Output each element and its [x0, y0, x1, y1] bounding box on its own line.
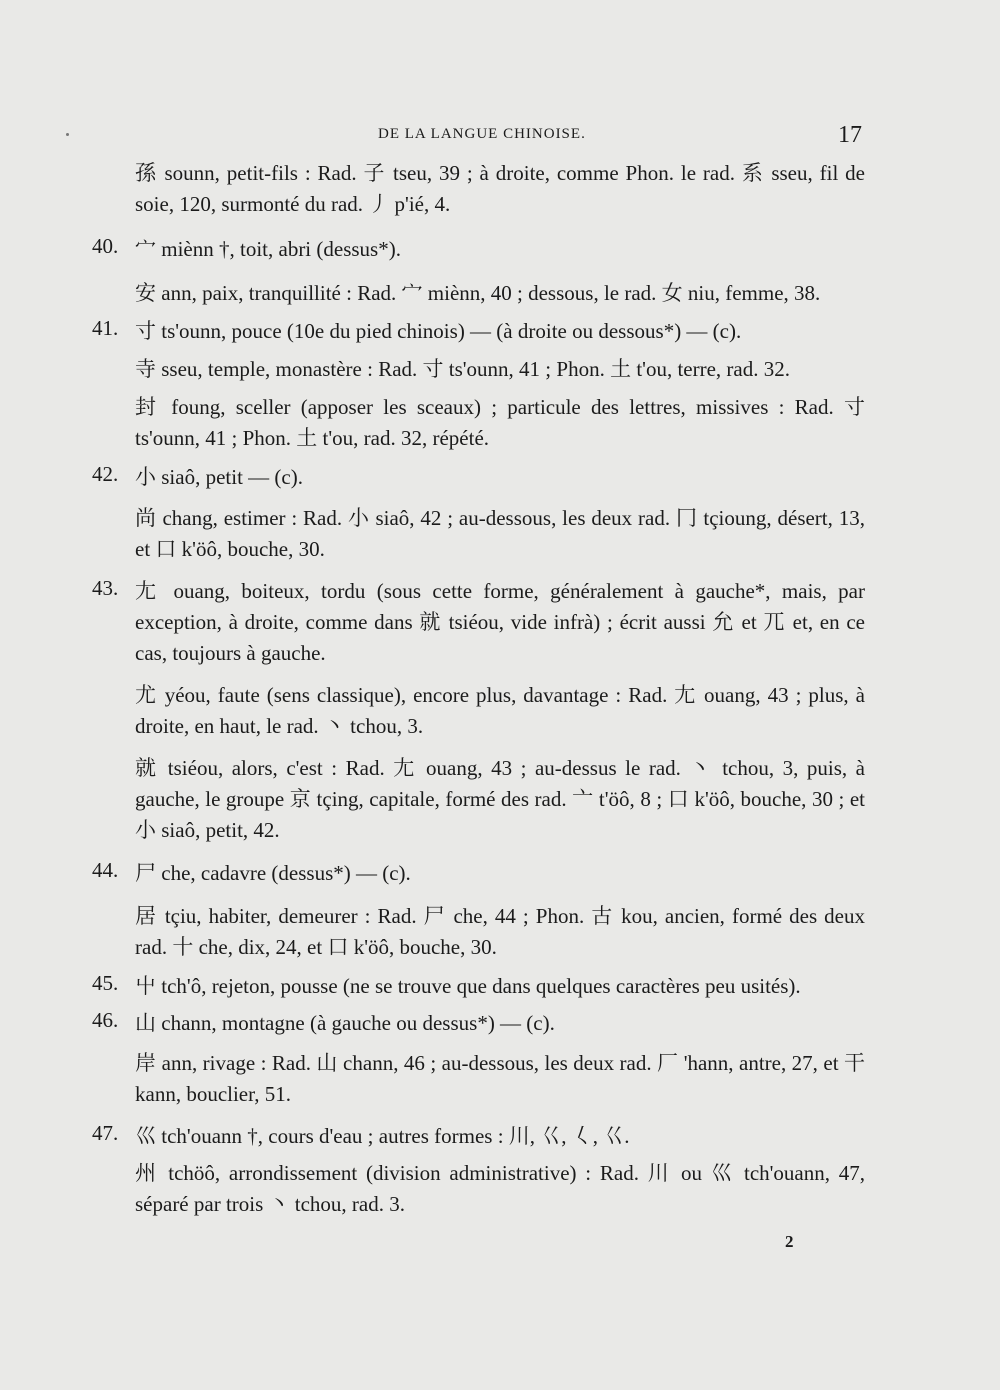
radical-number: 43. — [92, 576, 119, 600]
radical-number: 42. — [92, 462, 119, 486]
entry-text: 屮 tch'ô, rejeton, pousse (ne se trouve que dans quelques caractères peu usités). — [135, 974, 801, 998]
entry-text: 宀 miènn †, toit, abri (dessus*). — [135, 237, 401, 261]
running-header — [0, 122, 1000, 152]
entry-text: 安 ann, paix, tranquillité : Rad. 宀 miènn, 40 ; dessous, le rad. 女 niu, femme, 38. — [135, 281, 821, 305]
entry-text: 寺 sseu, temple, monastère : Rad. 寸 ts'ounn, 41 ; Phon. 土 t'ou, terre, rad. 32. — [135, 357, 790, 381]
entry-text: 居 tçiu, habiter, demeurer : Rad. 尸 che, 44 ; Phon. 古 kou, ancien, formé des deux rad. 十 che, dix, 24, et 口 k'öô, bouche, 30. — [135, 904, 865, 959]
entry-text: 尚 chang, estimer : Rad. 小 siaô, 42 ; au-dessous, les deux rad. 冂 tçioung, désert, 13, et 口 k'öô, bouche, 30. — [135, 506, 865, 561]
running-title: DE LA LANGUE CHINOISE. — [378, 126, 586, 142]
entry-text: 小 siaô, petit — (c). — [135, 465, 303, 489]
entry-text: 岸 ann, rivage : Rad. 山 chann, 46 ; au-dessous, les deux rad. 厂 'hann, antre, 27, et 干 kann, bouclier, 51. — [135, 1051, 865, 1106]
radical-number: 47. — [92, 1121, 119, 1145]
entry-text: 寸 ts'ounn, pouce (10e du pied chinois) — (à droite ou dessous*) — (c). — [135, 319, 742, 343]
entry-text: 孫 sounn, petit-fils : Rad. 子 tseu, 39 ; à droite, comme Phon. le rad. 系 sseu, fil de soie, 120, surmonté du rad. 丿 p'ié, 4. — [135, 161, 865, 216]
entry-text: 就 tsiéou, alors, c'est : Rad. 尢 ouang, 43 ; au-dessus le rad. 丶 tchou, 3, puis, à gauche, le groupe 京 tçing, capitale, formé des rad. 亠 t'öô, 8 ; 口 k'öô, bouche, 30 ; et 小 siaô, petit, 42. — [135, 756, 865, 842]
radical-number: 45. — [92, 971, 119, 995]
page-number: 17 — [838, 122, 862, 148]
radical-number: 44. — [92, 858, 119, 882]
entry-text: 尤 yéou, faute (sens classique), encore plus, davantage : Rad. 尢 ouang, 43 ; plus, à droite, en haut, le rad. 丶 tchou, 3. — [135, 683, 865, 738]
entry-text: 封 foung, sceller (apposer les sceaux) ; particule des lettres, missives : Rad. 寸 ts'ounn, 41 ; Phon. 土 t'ou, rad. 32, répété. — [135, 395, 865, 450]
radical-number: 41. — [92, 316, 119, 340]
entry-text: 山 chann, montagne (à gauche ou dessus*) — (c). — [135, 1011, 555, 1035]
radical-number: 46. — [92, 1008, 119, 1032]
entry-text: 尢 ouang, boiteux, tordu (sous cette forme, généralement à gauche*, mais, par exception, à droite, comme dans 就 tsiéou, vide infrà) ; écrit aussi 允 et 兀 et, en ce cas, toujours à gauche. — [135, 579, 865, 665]
entry-text: 巛 tch'ouann †, cours d'eau ; autres formes : 川, 巜, 𡿨, 巜. — [135, 1124, 630, 1148]
radical-number: 40. — [92, 234, 119, 258]
signature-mark: 2 — [785, 1232, 794, 1251]
entry-text: 尸 che, cadavre (dessus*) — (c). — [135, 861, 411, 885]
entry-text: 州 tchöô, arrondissement (division administrative) : Rad. 川 ou 巛 tch'ouann, 47, séparé par trois 丶 tchou, rad. 3. — [135, 1161, 865, 1216]
